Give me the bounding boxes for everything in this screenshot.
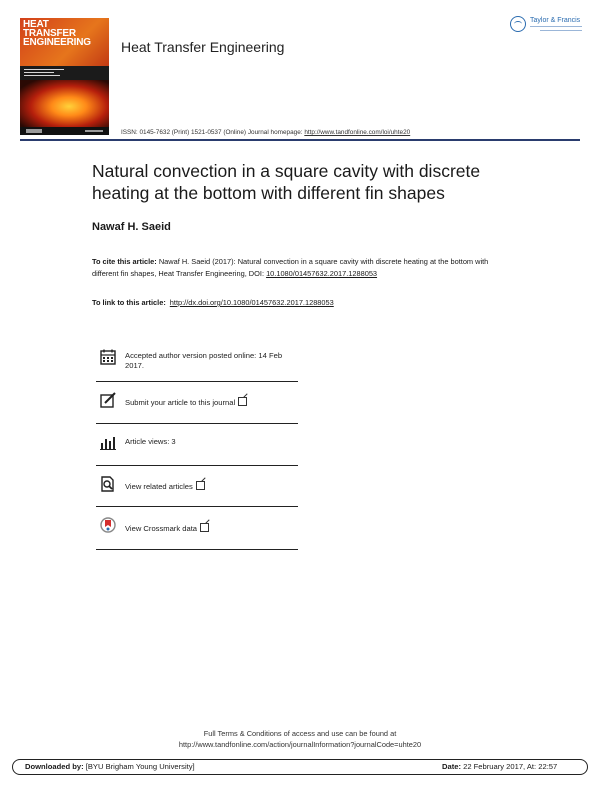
action-article-views — [96, 424, 298, 466]
publisher-logo-icon — [510, 16, 526, 32]
action-accepted-date — [96, 339, 298, 382]
downloaded-by — [25, 762, 195, 771]
download-info-bar — [12, 759, 588, 775]
action-crossmark[interactable] — [96, 507, 298, 550]
issn-line — [121, 129, 410, 136]
related-articles-link[interactable] — [125, 480, 205, 492]
citation-text: Nawaf H. Saeid (2017): Natural convection in a square cavity with discrete heating at the bottom with different fin shapes, Heat Transfer Engineering, DOI: — [92, 257, 489, 278]
journal-name[interactable]: Heat Transfer Engineering — [121, 39, 285, 55]
journal-homepage-link[interactable]: http://www.tandfonline.com/loi/uhte20 — [304, 129, 411, 136]
article-actions — [96, 339, 298, 550]
publisher-name: Taylor & Francis — [530, 17, 581, 24]
cover-title-line: ENGINEERING — [23, 37, 91, 48]
article-title: Natural convection in a square cavity with discrete heating at the bottom with different fin shapes — [92, 161, 481, 203]
crossmark-label: View Crossmark data — [125, 524, 198, 533]
edit-icon — [100, 392, 116, 408]
download-date-label: Date: — [442, 762, 461, 771]
terms-notice — [0, 728, 600, 750]
submit-article-link[interactable] — [125, 396, 247, 408]
external-link-icon — [196, 481, 205, 490]
citation-block — [92, 256, 492, 280]
external-link-icon — [238, 397, 247, 406]
accepted-date-label: Accepted author version posted online: 14 Feb 2017. — [125, 351, 283, 370]
article-doi-url[interactable]: http://dx.doi.org/10.1080/01457632.2017.1288053 — [169, 298, 334, 307]
download-date — [442, 762, 557, 771]
download-date-value: 22 February 2017, At: 22:57 — [461, 762, 558, 771]
action-related-articles[interactable] — [96, 466, 298, 507]
header-divider — [20, 139, 580, 141]
issn-text: ISSN: 0145-7632 (Print) 1521-0537 (Online) Journal homepage: — [121, 129, 305, 136]
calendar-icon — [100, 349, 116, 365]
related-articles-label: View related articles — [125, 482, 193, 491]
cover-title-line: TRANSFER — [23, 28, 76, 39]
terms-text: Full Terms & Conditions of access and use can be found at — [203, 729, 397, 738]
search-document-icon — [100, 476, 116, 492]
external-link-icon — [200, 523, 209, 532]
terms-url[interactable]: http://www.tandfonline.com/action/journalInformation?journalCode=uhte20 — [178, 740, 422, 749]
link-to-article — [92, 298, 334, 307]
citation-label: To cite this article: — [92, 257, 157, 266]
link-label: To link to this article: — [92, 298, 166, 307]
crossmark-icon — [100, 517, 116, 533]
downloaded-by-value: [BYU Brigham Young University] — [83, 762, 195, 771]
journal-cover-image — [20, 18, 109, 135]
action-submit-article[interactable] — [96, 382, 298, 424]
cover-title-line: HEAT — [23, 19, 49, 30]
crossmark-link[interactable] — [125, 522, 209, 534]
article-views-label: Article views: 3 — [125, 437, 176, 446]
article-author: Nawaf H. Saeid — [92, 221, 171, 233]
bar-chart-icon — [100, 434, 116, 450]
submit-article-label: Submit your article to this journal — [125, 398, 236, 407]
citation-doi-link[interactable]: 10.1080/01457632.2017.1288053 — [266, 269, 378, 278]
downloaded-by-label: Downloaded by: — [25, 762, 84, 771]
publisher-logo[interactable] — [510, 16, 584, 38]
